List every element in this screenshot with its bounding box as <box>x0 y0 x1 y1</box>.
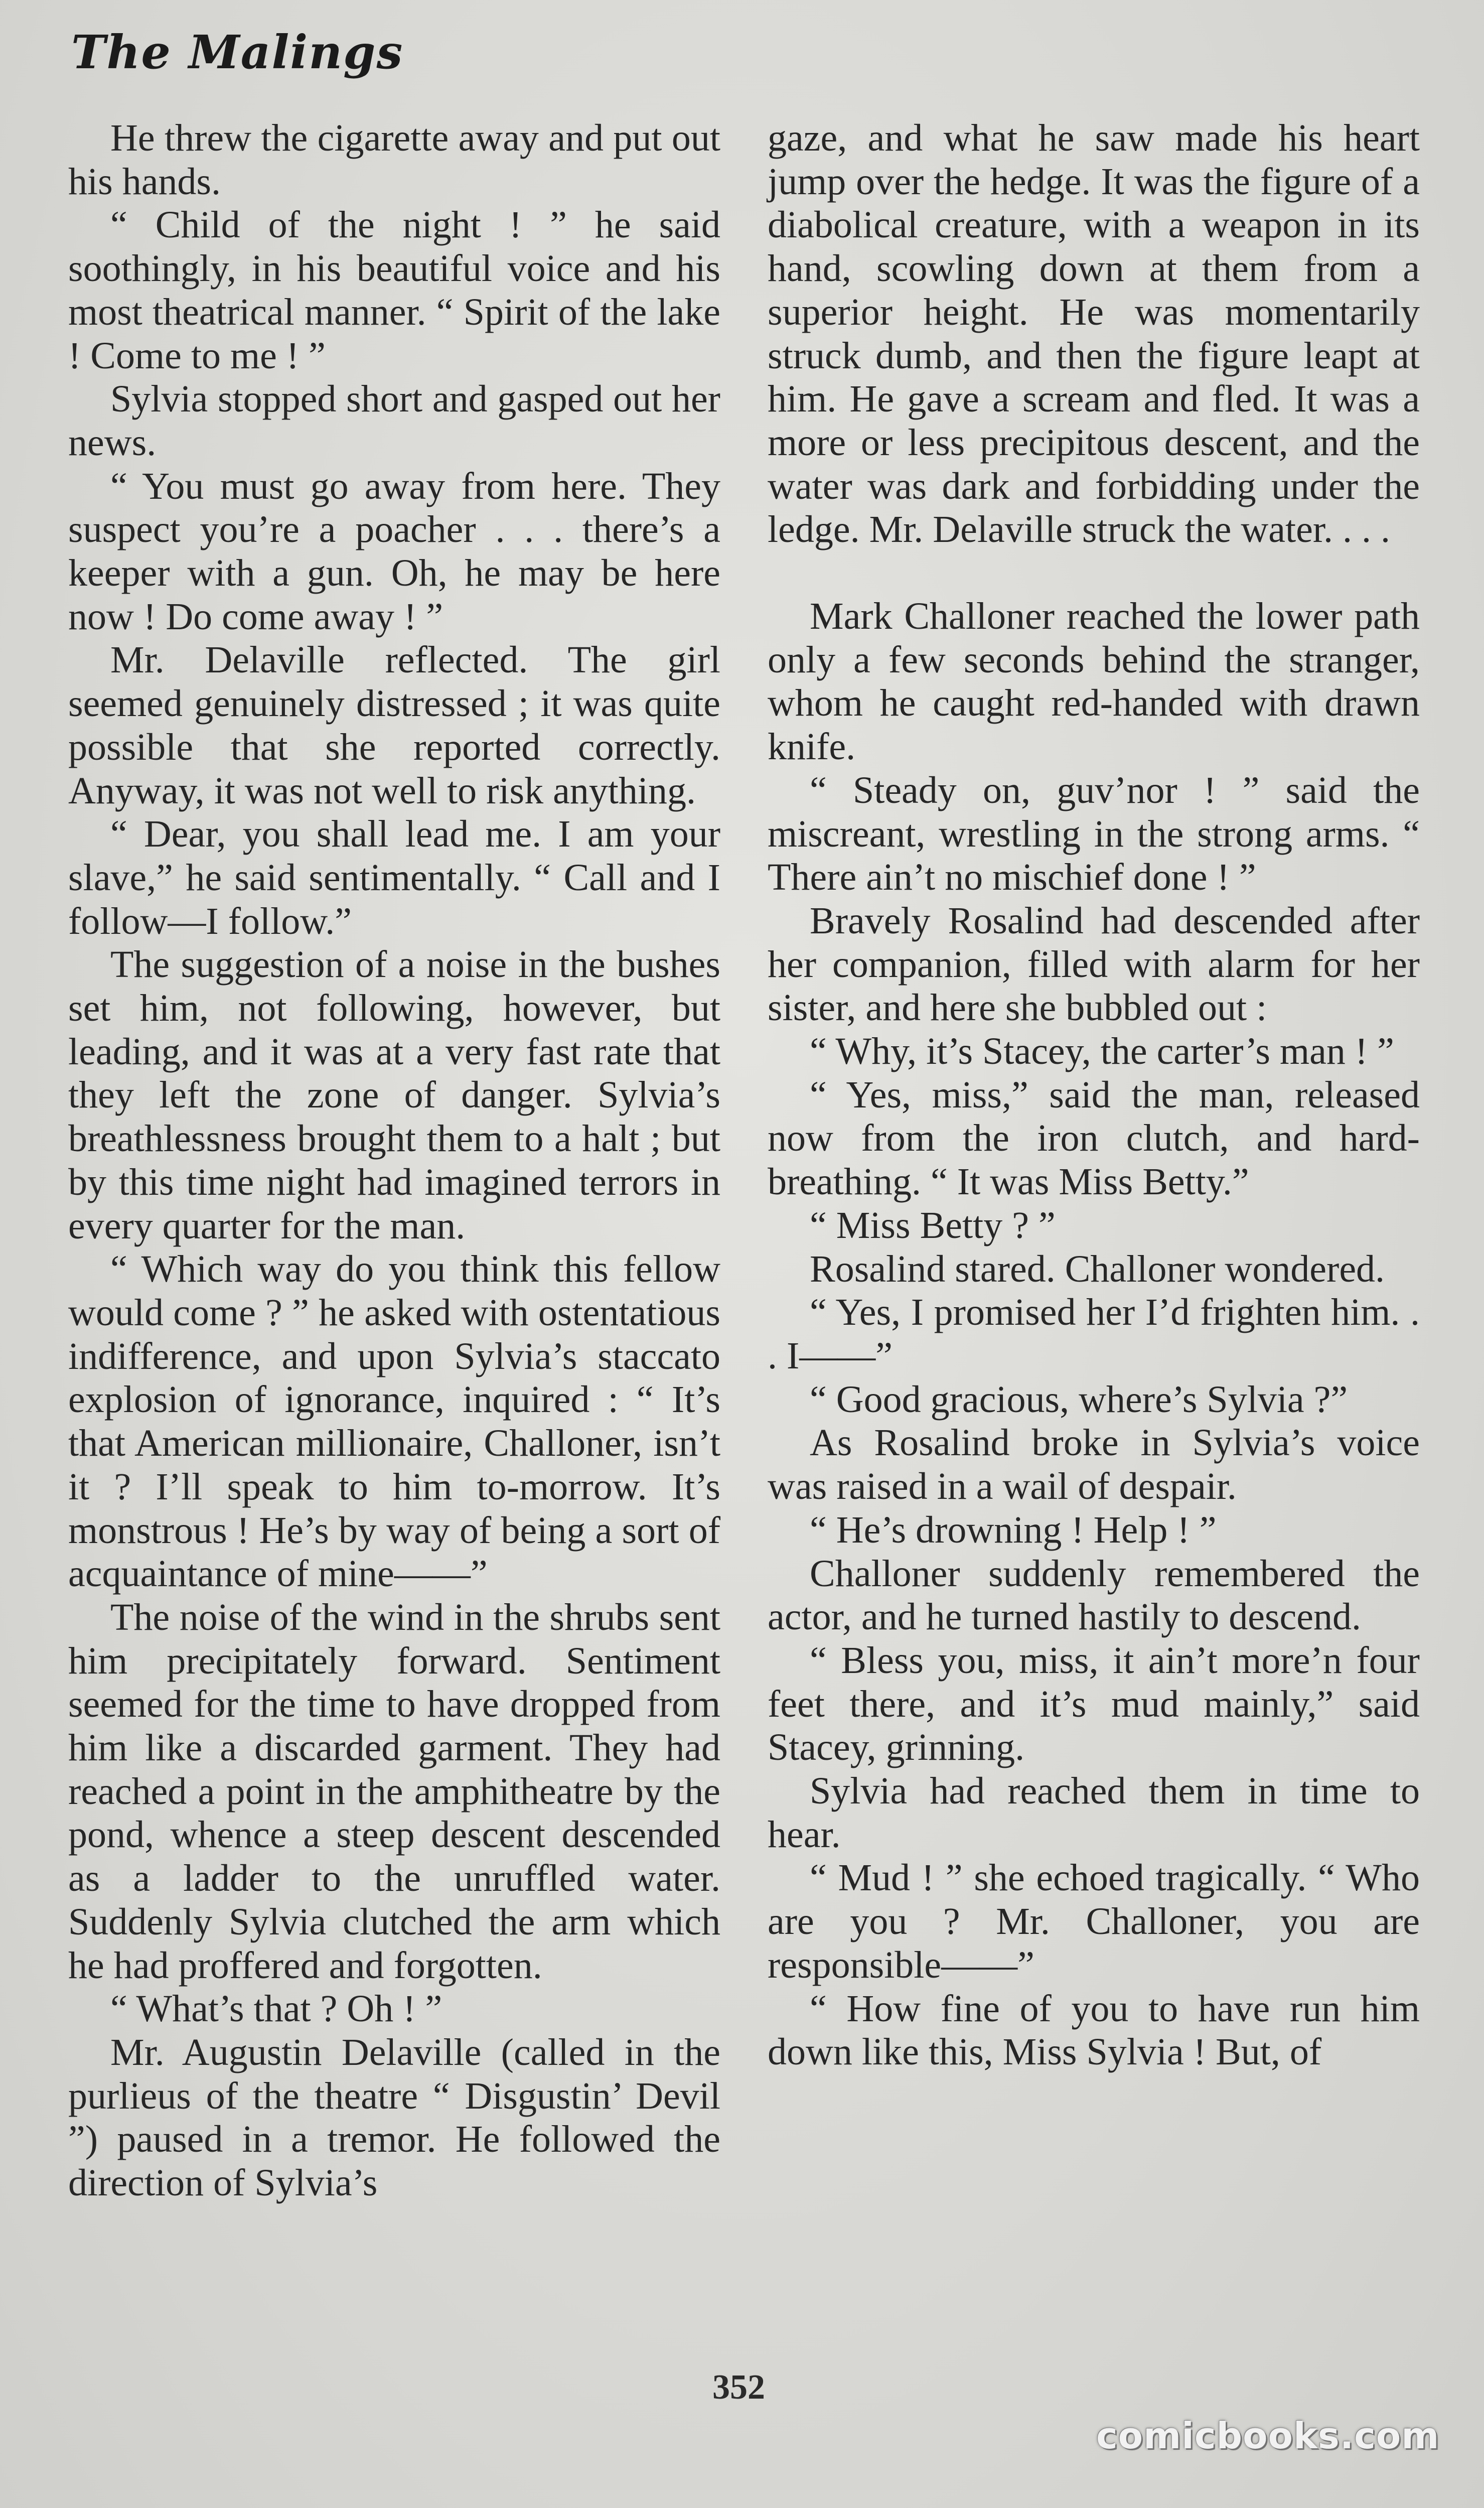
paragraph: Rosalind stared. Challoner wondered. <box>810 1247 1385 1290</box>
right-column <box>768 116 1420 2074</box>
paragraph: “ Good gracious, where’s Sylvia ?” <box>810 1378 1348 1421</box>
paragraph: “ Why, it’s Stacey, the carter’s man ! ” <box>810 1030 1394 1073</box>
paragraph: “ Yes, miss,” said the man, released now from the iron clutch, and hard-breathing. “ It was Miss Betty.” <box>768 1073 1420 1203</box>
paragraph: “ Dear, you shall lead me. I am your slave,” he said sentimentally. “ Call and I follow—I follow.” <box>68 813 720 942</box>
paragraph: He threw the cigarette away and put out his hands. <box>68 117 720 203</box>
page-number: 352 <box>712 2368 765 2407</box>
paragraph: “ How fine of you to have run him down like this, Miss Sylvia ! But, of <box>768 1987 1420 2073</box>
paragraph: The suggestion of a noise in the bushes set him, not following, however, but leading, and it was at a very fast rate that they left the zone of danger. Sylvia’s breathlessness brought them to a halt ; but by this time night had imagined terrors in every quarter for the man. <box>68 943 720 1247</box>
paragraph: Mark Challoner reached the lower path only a few seconds behind the stranger, whom he caught red-handed with drawn knife. <box>768 595 1420 768</box>
paragraph: “ Child of the night ! ” he said soothingly, in his beautiful voice and his most theatrical manner. “ Spirit of the lake ! Come to me ! ” <box>68 204 720 377</box>
left-column <box>68 116 720 2205</box>
paragraph: Sylvia stopped short and gasped out her news. <box>68 378 720 464</box>
paragraph: gaze, and what he saw made his heart jump over the hedge. It was the figure of a diabolical creature, with a weapon in its hand, scowling down at them from a superior height. He was momentarily struck dumb, and then the figure leapt at him. He gave a scream and fled. It was a more or less precipitous descent, and the water was dark and forbidding under the ledge. Mr. Delaville struck the water. . . . <box>768 117 1420 551</box>
paragraph: Sylvia had reached them in time to hear. <box>768 1770 1420 1856</box>
paragraph: “ You must go away from here. They suspect you’re a poacher . . . there’s a keeper with a gun. Oh, he may be here now ! Do come away ! ” <box>68 465 720 638</box>
paragraph: “ Steady on, guv’nor ! ” said the miscreant, wrestling in the strong arms. “ There ain’t no mischief done ! ” <box>768 769 1420 899</box>
watermark: comicbooks.com <box>1096 2415 1440 2457</box>
paragraph: “ He’s drowning ! Help ! ” <box>810 1508 1217 1551</box>
paragraph: Mr. Delaville reflected. The girl seemed genuinely distressed ; it was quite possible that she reported correctly. Anyway, it was not well to risk anything. <box>68 639 720 812</box>
running-title: The Malings <box>71 25 404 79</box>
paragraph: “ Yes, I promised her I’d frighten him. . . I——” <box>768 1291 1420 1377</box>
paragraph: Challoner suddenly remembered the actor, and he turned hastily to descend. <box>768 1552 1420 1638</box>
section-break <box>768 551 1420 595</box>
paragraph: “ What’s that ? Oh ! ” <box>110 1988 442 2030</box>
paragraph: The noise of the wind in the shrubs sent him precipitately forward. Sentiment seemed for the time to have dropped from him like a discarded garment. They had reached a point in the amphitheatre by the pond, whence a steep descent descended as a ladder to the unruffled water. Suddenly Sylvia clutched the arm which he had proffered and forgotten. <box>68 1596 720 1987</box>
paragraph: Mr. Augustin Delaville (called in the purlieus of the theatre “ Disgustin’ Devil ”) paused in a tremor. He followed the direction of Sylvia’s <box>68 2031 720 2204</box>
paragraph: As Rosalind broke in Sylvia’s voice was raised in a wail of despair. <box>768 1422 1420 1508</box>
paragraph: “ Miss Betty ? ” <box>810 1204 1056 1246</box>
paragraph: “ Which way do you think this fellow would come ? ” he asked with ostentatious indifference, and upon Sylvia’s staccato explosion of ignorance, inquired : “ It’s that American millionaire, Challoner, isn’t it ? I’ll speak to him to-morrow. It’s monstrous ! He’s by way of being a sort of acquaintance of mine——” <box>68 1248 720 1595</box>
paragraph: “ Mud ! ” she echoed tragically. “ Who are you ? Mr. Challoner, you are responsible——” <box>768 1857 1420 1986</box>
paragraph: “ Bless you, miss, it ain’t more’n four feet there, and it’s mud mainly,” said Stacey, grinning. <box>768 1639 1420 1769</box>
paragraph: Bravely Rosalind had descended after her companion, filled with alarm for her sister, and here she bubbled out : <box>768 899 1420 1029</box>
